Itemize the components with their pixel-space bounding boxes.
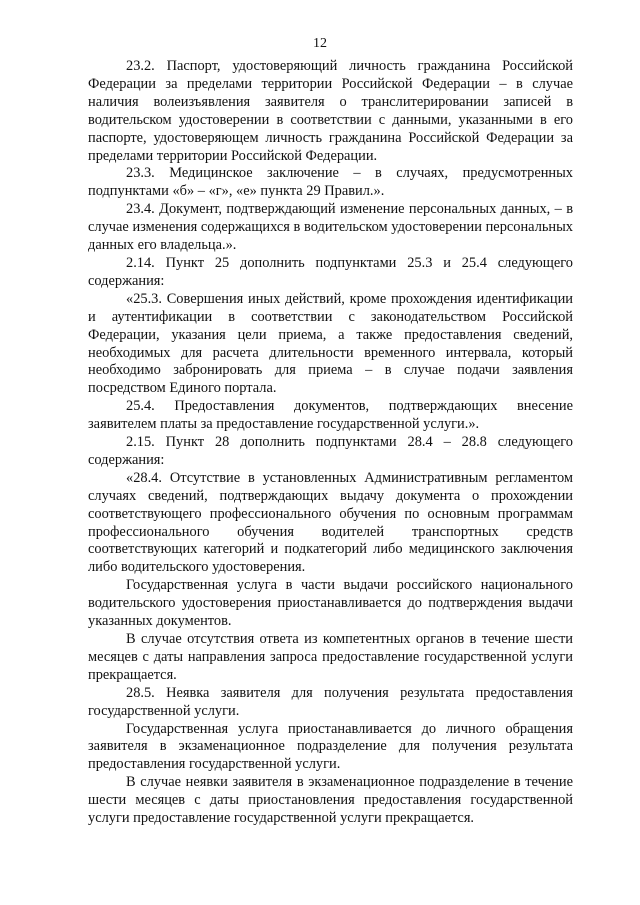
paragraph-suspension: Государственная услуга в части выдачи российского национального водительского удостоверения приостанавливается до подтверждения выдачи указанных документов. — [88, 577, 573, 630]
paragraph-23-2: 23.2. Паспорт, удостоверяющий личность гражданина Российской Федерации за пределами территории Российской Федерации – в случае наличия волеизъявления заявителя о транслитерировании записей в водительском удостоверении в соответствии с данными, указанными в его паспорте, удостоверяющем личность гражданина Российской Федерации за пределами территории Российской Федерации. — [88, 58, 573, 164]
paragraph-2-14: 2.14. Пункт 25 дополнить подпунктами 25.3 и 25.4 следующего содержания: — [88, 254, 573, 289]
paragraph-23-3: 23.3. Медицинское заключение – в случаях, предусмотренных подпунктами «б» – «г», «е» пункта 29 Правил.». — [88, 165, 573, 200]
paragraph-28-5: 28.5. Неявка заявителя для получения результата предоставления государственной услуги. — [88, 684, 573, 719]
paragraph-suspension-appearance: Государственная услуга приостанавливается до личного обращения заявителя в экзаменационное подразделение для получения результата предоставления государственной услуги. — [88, 720, 573, 773]
paragraph-termination: В случае отсутствия ответа из компетентных органов в течение шести месяцев с даты направления запроса предоставление государственной услуги прекращается. — [88, 631, 573, 683]
paragraph-2-15: 2.15. Пункт 28 дополнить подпунктами 28.4 – 28.8 следующего содержания: — [88, 434, 573, 468]
page-number: 12 — [313, 36, 327, 51]
paragraph-25-3: «25.3. Совершения иных действий, кроме прохождения идентификации и аутентификации в соответствии с законодательством Российской Федерации, указания цели приема, а также предоставления сведений, необходимых для расчета длительности временного интервала, который необходимо забронировать для приема – в случае подачи заявления посредством Единого портала. — [88, 290, 573, 397]
paragraph-termination-appearance: В случае неявки заявителя в экзаменационное подразделение в течение шести месяцев с даты приостановления предоставления государственной услуги предоставление государственной услуги прекращается. — [88, 774, 573, 827]
paragraph-23-4: 23.4. Документ, подтверждающий изменение персональных данных, – в случае изменения содержащихся в водительском удостоверении персональных данных его владельца.». — [88, 201, 573, 254]
paragraph-25-4: 25.4. Предоставления документов, подтверждающих внесение заявителем платы за предоставление государственной услуги.». — [88, 398, 573, 433]
paragraph-28-4: «28.4. Отсутствие в установленных Административным регламентом случаях сведений, подтверждающих выдачу документа о прохождении соответствующего профессионального обучения по основным программам профессионального обучения водителей транспортных средств соответствующих категорий и подкатегорий либо медицинского заключения либо водительского удостоверения. — [88, 469, 573, 576]
document-body — [88, 58, 573, 828]
